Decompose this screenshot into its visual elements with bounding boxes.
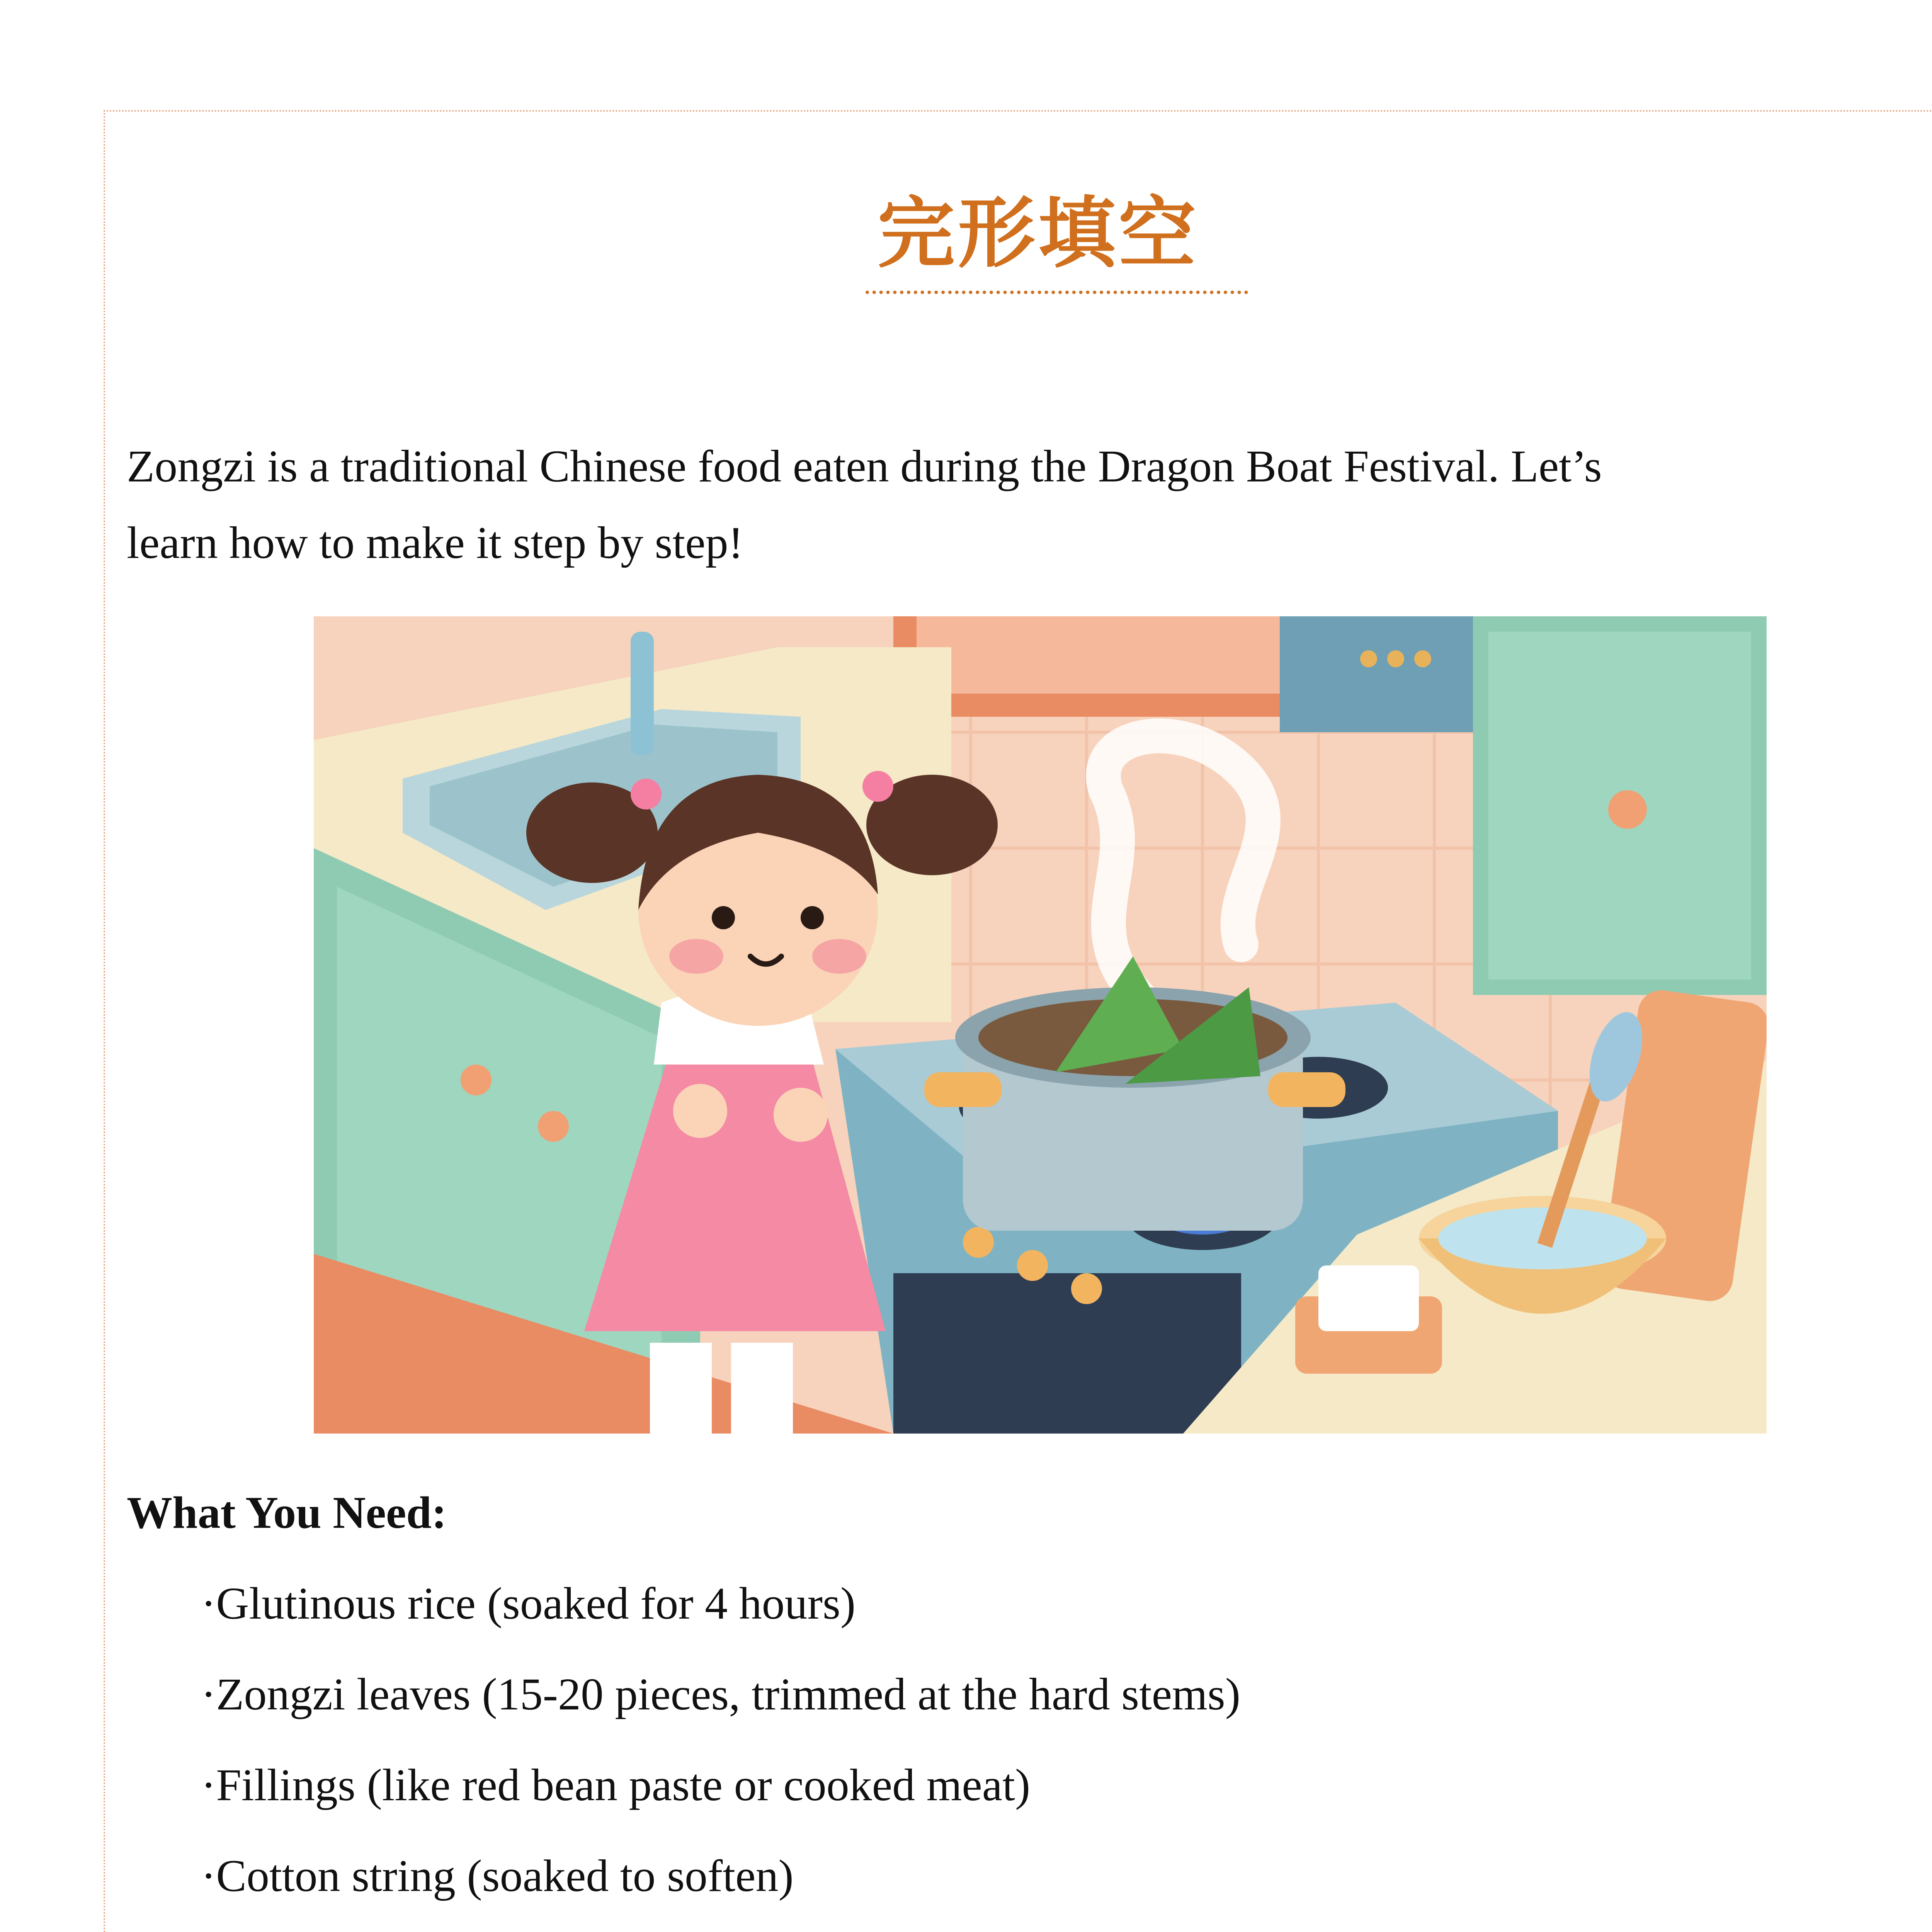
intro-line-1: Zongzi is a traditional Chinese food eaten during the Dragon Boat Festival. Let’s	[127, 441, 1602, 492]
need-item-4: ·Cotton string (soaked to soften)	[201, 1850, 794, 1901]
need-item-3: ·Fillings (like red bean paste or cooked meat)	[201, 1760, 1031, 1810]
need-item-2: ·Zongzi leaves (15-20 pieces, trimmed at the hard stems)	[201, 1669, 1241, 1719]
what-you-need-heading: What You Need:	[127, 1487, 447, 1538]
intro-line-2: learn how to make it step by step!	[127, 517, 743, 568]
page-title: 完形填空	[877, 189, 1199, 279]
title-underline	[866, 291, 1248, 294]
need-item-1: ·Glutinous rice (soaked for 4 hours)	[201, 1578, 856, 1629]
kitchen-illustration	[314, 616, 1767, 1434]
